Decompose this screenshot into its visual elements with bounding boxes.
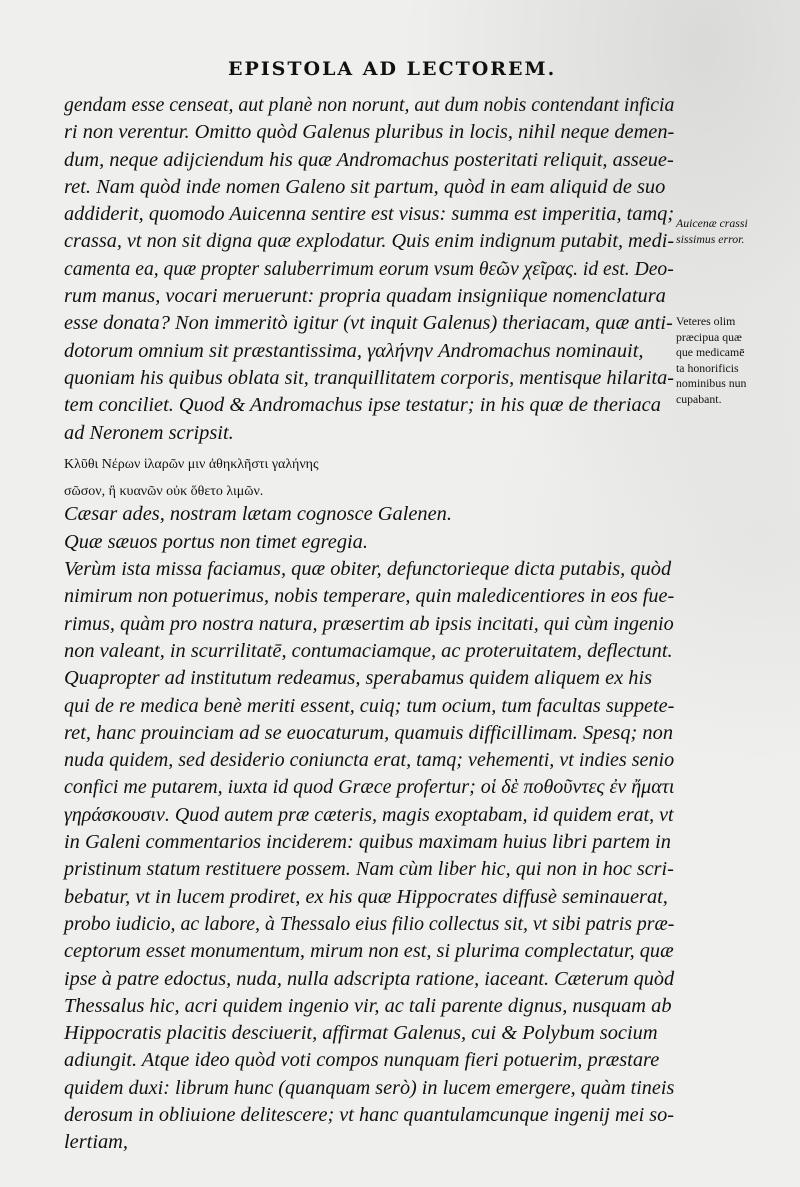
text-line: in Galeni commentarios inciderem: quibus maximam huius libri partem in xyxy=(64,831,671,854)
text-line: quoniam his quibus oblata sit, tranquillitatem corporis, mentisque hilarita- xyxy=(64,366,675,389)
text-line: pristinum statum restituere possem. Nam cùm liber hic, qui non in hoc scri- xyxy=(64,858,674,881)
text-line: ret, hanc prouinciam ad se euocaturum, quamuis difficillimam. Spesq; non xyxy=(64,721,674,744)
text-line: gendam esse censeat, aut planè non norunt, aut dum nobis contendant inficia xyxy=(64,94,675,116)
text-line: γηράσκουσιν. Quod autem præ cæteris, magis exoptabam, id quidem erat, vt xyxy=(64,803,674,826)
text-line: Thessalus hic, acri quidem ingenio vir, ac tali parente dignus, nusquam ab xyxy=(64,994,672,1017)
text-line: nuda quidem, sed desiderio coniuncta erat, tamq; vehementi, vt indies senio xyxy=(64,749,675,772)
text-line: derosum in obliuione delitescere; vt hanc quantulamcunque ingenij mei so- xyxy=(64,1103,675,1126)
text-line: bebatur, vt in lucem prodiret, ex his quæ Hippocrates diffusè seminauerat, xyxy=(64,885,668,908)
marginal-note-line: cupabant. xyxy=(676,391,722,406)
text-line: nimirum non potuerimus, nobis temperare, quin maledicentiores in eos fue- xyxy=(64,585,675,608)
text-line: Cæsar ades, nostram lætam cognosce Galenen. xyxy=(64,503,452,526)
text-line: Quapropter ad institutum redeamus, sperabamus quidem aliquem ex his xyxy=(64,667,653,690)
text-line: Verùm ista missa faciamus, quæ obiter, defunctorieque dicta putabis, quòd xyxy=(64,558,672,581)
greek-verse-line: Κλῦθι Νέρων ἱλαρῶν μιν ἀθηκλῆστι γαλήνης xyxy=(64,456,319,472)
text-line: dum, neque adijciendum his quæ Andromachus posteritati reliquit, asseue- xyxy=(64,148,674,171)
marginal-note-line: præcipua quæ xyxy=(676,329,742,344)
text-line: Hippocratis placitis desciuerit, affirmat Galenus, cui & Polybum socium xyxy=(64,1022,658,1045)
text-line: ipse à patre edoctus, nuda, nulla adscripta ratione, iaceant. Cæterum quòd xyxy=(64,967,675,990)
marginal-note-line: Veteres olim xyxy=(676,314,736,328)
text-line: ad Neronem scripsit. xyxy=(64,421,234,444)
text-line: esse donata? Non immeritò igitur (vt inquit Galenus) theriacam, quæ anti- xyxy=(64,312,673,335)
marginal-note-line: Auicenæ crassi xyxy=(676,216,748,230)
text-line: ceptorum esset monumentum, mirum non est, si plurima complectatur, quæ xyxy=(64,940,674,963)
text-line: Quæ sæuos portus non timet egregia. xyxy=(64,530,368,553)
marginal-note-avicenna xyxy=(676,216,794,247)
text-line: lertiam, xyxy=(64,1131,128,1154)
text-line: rimus, quàm pro nostra natura, præsertim ab ipsis incitati, qui cùm ingenio xyxy=(64,612,674,635)
text-line: crassa, vt non sit digna quæ explodatur. Quis enim indignum putabit, medi- xyxy=(64,230,675,253)
text-line: ret. Nam quòd inde nomen Galeno sit partum, quòd in eam aliquid de suo xyxy=(64,175,666,198)
text-line: rum manus, vocari meruerunt: propria quadam insigniique nomenclatura xyxy=(64,285,666,308)
text-line: addiderit, quomodo Auicenna sentire est visus: summa est imperitia, tamq; xyxy=(64,203,675,226)
marginal-note-line: ta honorificis xyxy=(676,360,739,375)
text-line: non valeant, in scurrilitatē, contumaciamque, ac proteruitatem, deflectunt. xyxy=(64,639,673,662)
greek-verse-line: σῶσον, ἢ κυανῶν οὐκ ὅθετο λιμῶν. xyxy=(64,484,264,500)
running-header: EPISTOLA AD LECTOREM. xyxy=(228,58,557,80)
text-line: quidem duxi: librum hunc (quanquam serò) in lucem emergere, quàm tineis xyxy=(64,1076,675,1099)
text-line: dotorum omnium sit præstantissima, γαλήνην Andromachus nominauit, xyxy=(64,339,644,362)
text-line: probo iudicio, ac labore, à Thessalo eius filio collectus sit, vt sibi patris præ- xyxy=(64,912,675,935)
marginal-note-line: nominibus nun xyxy=(676,376,747,391)
text-line: qui de re medica benè meriti essent, cuiq; tum ocium, tum facultas suppete- xyxy=(64,694,675,717)
body-text xyxy=(64,92,674,1157)
marginal-note-veteres xyxy=(676,314,794,408)
text-line: adiungit. Atque ideo quòd voti compos nunquam fieri potuerim, præstare xyxy=(64,1049,660,1072)
text-line: tem conciliet. Quod & Andromachus ipse testatur; in his quæ de theriaca xyxy=(64,394,661,417)
text-line: ri non verentur. Omitto quòd Galenus pluribus in locis, nihil neque demen- xyxy=(64,121,675,144)
text-line: confici me putarem, iuxta id quod Græce profertur; οἱ δὲ ποθοῦντες ἐν ἤματι xyxy=(64,776,675,799)
text-line: camenta ea, quæ propter saluberrimum eorum vsum θεῶν χεῖρας. id est. Deo- xyxy=(64,257,674,280)
marginal-note-line: que medicamē xyxy=(676,345,745,360)
marginal-note-line: sissimus error. xyxy=(676,231,745,246)
